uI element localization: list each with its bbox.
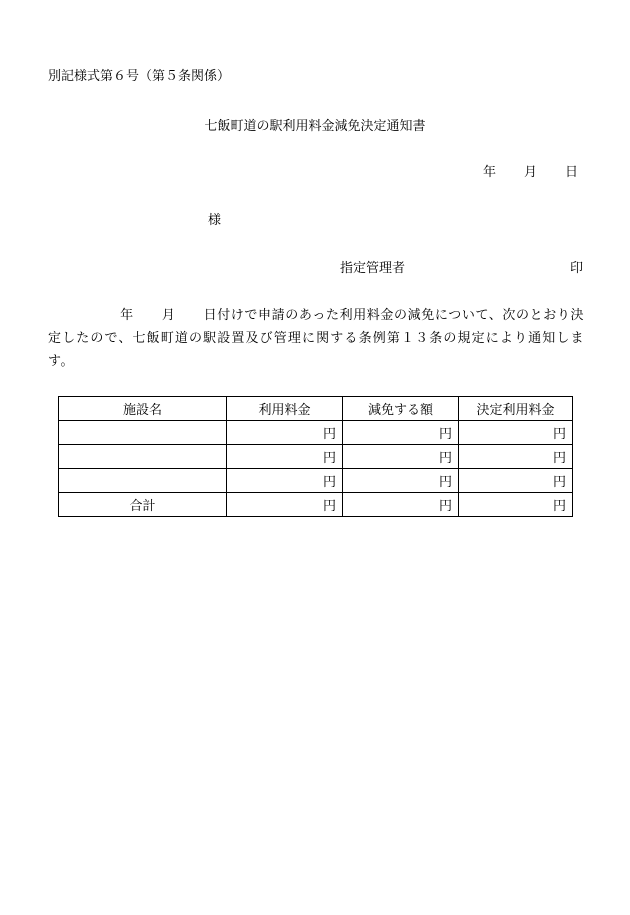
seal-label: 印 <box>570 261 584 276</box>
designated-manager-label: 指定管理者 <box>340 261 406 276</box>
form-number: 別記様式第６号（第５条関係） <box>48 69 231 84</box>
total-decided-fee-cell: 円 <box>459 493 573 517</box>
date-day-label: 日 <box>564 165 578 180</box>
reduction-amount-cell: 円 <box>343 469 459 493</box>
body-year-label: 年 <box>120 308 134 323</box>
date-year-label: 年 <box>482 165 496 180</box>
date-line <box>483 166 578 179</box>
decided-fee-cell: 円 <box>459 445 573 469</box>
date-month-label: 月 <box>523 165 537 180</box>
header-facility-name: 施設名 <box>59 397 227 421</box>
table-row <box>59 469 573 493</box>
table-total-row <box>59 493 573 517</box>
fee-reduction-table <box>58 396 573 517</box>
facility-name-cell <box>59 445 227 469</box>
facility-name-cell <box>59 469 227 493</box>
notice-body <box>48 304 584 373</box>
document-title: 七飯町道の駅利用料金減免決定通知書 <box>204 119 426 134</box>
reduction-amount-cell: 円 <box>343 421 459 445</box>
addressee-suffix: 様 <box>208 213 222 228</box>
table-row <box>59 445 573 469</box>
decided-fee-cell: 円 <box>459 421 573 445</box>
total-reduction-amount-cell: 円 <box>343 493 459 517</box>
table-row <box>59 421 573 445</box>
usage-fee-cell: 円 <box>227 469 343 493</box>
header-usage-fee: 利用料金 <box>227 397 343 421</box>
total-usage-fee-cell: 円 <box>227 493 343 517</box>
usage-fee-cell: 円 <box>227 421 343 445</box>
body-month-label: 月 <box>161 308 176 323</box>
body-text: 日付けで申請のあった利用料金の減免について、次のとおり決定したので、七飯町道の駅設置及び管理に関する条例第１３条の規定により通知します。 <box>48 308 584 369</box>
facility-name-cell <box>59 421 227 445</box>
header-decided-fee: 決定利用料金 <box>459 397 573 421</box>
total-label-cell: 合計 <box>59 493 227 517</box>
header-reduction-amount: 減免する額 <box>343 397 459 421</box>
usage-fee-cell: 円 <box>227 445 343 469</box>
table-header-row <box>59 397 573 421</box>
reduction-amount-cell: 円 <box>343 445 459 469</box>
decided-fee-cell: 円 <box>459 469 573 493</box>
